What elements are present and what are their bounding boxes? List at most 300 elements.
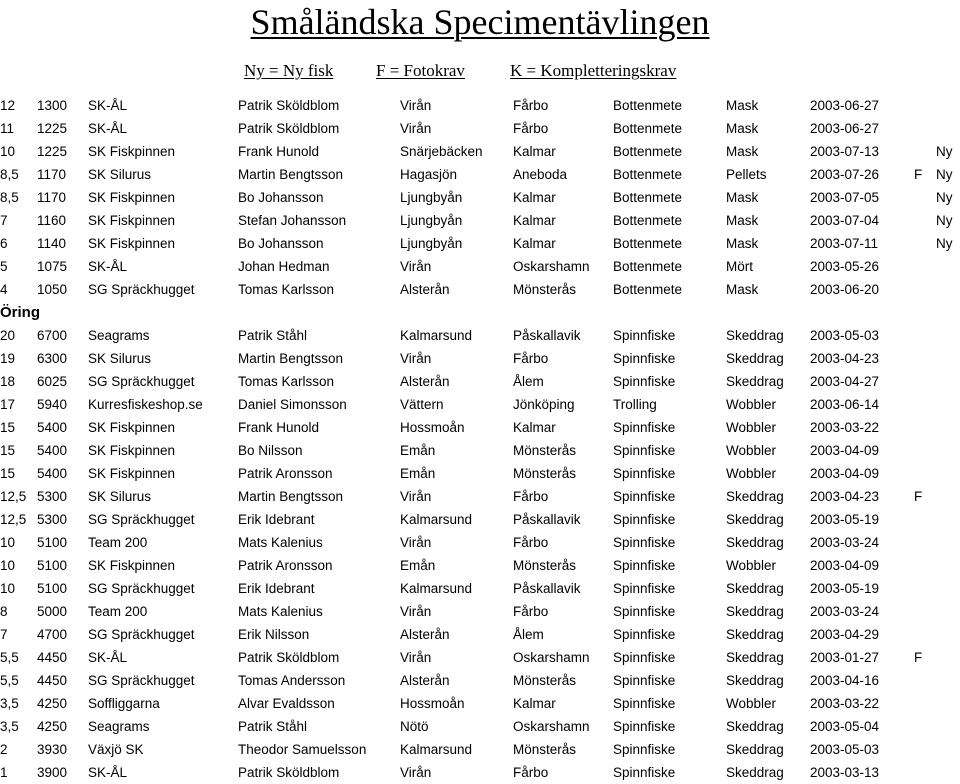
cell-date: 2003-06-14 — [810, 397, 880, 412]
cell-date: 2003-04-16 — [810, 673, 880, 688]
cell-points: 19 — [0, 351, 16, 366]
cell-method: Spinnfiske — [613, 558, 676, 573]
table-row — [0, 623, 960, 646]
cell-water: Alsterån — [400, 673, 450, 688]
table-row — [0, 278, 960, 301]
cell-water: Vättern — [400, 397, 444, 412]
cell-club: SG Spräckhugget — [88, 512, 195, 527]
cell-date: 2003-05-03 — [810, 328, 880, 343]
cell-angler: Bo Johansson — [238, 190, 324, 205]
cell-water: Alsterån — [400, 374, 450, 389]
cell-weight: 5100 — [37, 558, 68, 573]
cell-water: Emån — [400, 466, 436, 481]
cell-method: Bottenmete — [613, 144, 683, 159]
cell-club: SK Fiskpinnen — [88, 558, 176, 573]
cell-weight: 1300 — [37, 98, 68, 113]
cell-weight: 1225 — [37, 121, 68, 136]
cell-bait: Wobbler — [726, 397, 777, 412]
cell-points: 20 — [0, 328, 16, 343]
cell-method: Spinnfiske — [613, 328, 676, 343]
cell-method: Spinnfiske — [613, 420, 676, 435]
table-row — [0, 117, 960, 140]
table-row — [0, 508, 960, 531]
cell-date: 2003-04-29 — [810, 627, 880, 642]
cell-weight: 5000 — [37, 604, 68, 619]
cell-method: Trolling — [613, 397, 657, 412]
cell-method: Bottenmete — [613, 282, 683, 297]
cell-water: Nötö — [400, 719, 429, 734]
cell-bait: Wobbler — [726, 466, 777, 481]
cell-club: SG Spräckhugget — [88, 581, 195, 596]
cell-angler: Mats Kalenius — [238, 535, 323, 550]
cell-date: 2003-04-23 — [810, 489, 880, 504]
cell-method: Bottenmete — [613, 190, 683, 205]
cell-date: 2003-06-27 — [810, 121, 880, 136]
table-row — [0, 209, 960, 232]
table-row — [0, 94, 960, 117]
cell-date: 2003-03-22 — [810, 420, 880, 435]
cell-date: 2003-06-27 — [810, 98, 880, 113]
cell-weight: 5100 — [37, 535, 68, 550]
cell-angler: Johan Hedman — [238, 259, 330, 274]
cell-points: 18 — [0, 374, 16, 389]
cell-angler: Martin Bengtsson — [238, 351, 344, 366]
cell-location: Mönsterås — [513, 282, 577, 297]
table-row — [0, 416, 960, 439]
cell-weight: 4450 — [37, 673, 68, 688]
cell-club: Seagrams — [88, 719, 150, 734]
cell-angler: Frank Hunold — [238, 420, 320, 435]
cell-bait: Skeddrag — [726, 581, 784, 596]
cell-water: Ljungbyån — [400, 213, 463, 228]
cell-weight: 5300 — [37, 512, 68, 527]
cell-club: SK-ÅL — [88, 765, 128, 780]
cell-date: 2003-07-26 — [810, 167, 880, 182]
cell-date: 2003-04-09 — [810, 466, 880, 481]
cell-location: Oskarshamn — [513, 259, 590, 274]
legend-new-fish: Ny = Ny fisk — [244, 61, 334, 80]
cell-water: Virån — [400, 351, 432, 366]
cell-bait: Skeddrag — [726, 535, 784, 550]
cell-water: Virån — [400, 98, 432, 113]
cell-water: Kalmarsund — [400, 581, 473, 596]
cell-water: Virån — [400, 121, 432, 136]
cell-new-flag: Ny — [936, 236, 953, 251]
cell-date: 2003-04-27 — [810, 374, 880, 389]
cell-bait: Skeddrag — [726, 742, 784, 757]
cell-angler: Martin Bengtsson — [238, 489, 344, 504]
cell-angler: Patrik Sköldblom — [238, 98, 340, 113]
cell-club: SK Fiskpinnen — [88, 420, 176, 435]
cell-date: 2003-05-19 — [810, 512, 880, 527]
cell-bait: Mask — [726, 236, 759, 251]
cell-club: SK Fiskpinnen — [88, 144, 176, 159]
cell-date: 2003-05-03 — [810, 742, 880, 757]
cell-bait: Skeddrag — [726, 351, 784, 366]
cell-club: SK Fiskpinnen — [88, 190, 176, 205]
cell-weight: 6300 — [37, 351, 68, 366]
cell-points: 8,5 — [0, 190, 19, 205]
cell-location: Mönsterås — [513, 742, 577, 757]
cell-points: 5,5 — [0, 673, 19, 688]
cell-club: SK-ÅL — [88, 98, 128, 113]
cell-points: 3,5 — [0, 719, 19, 734]
table-row — [0, 692, 960, 715]
cell-bait: Skeddrag — [726, 765, 784, 780]
cell-method: Spinnfiske — [613, 443, 676, 458]
cell-points: 8,5 — [0, 167, 19, 182]
cell-weight: 5400 — [37, 420, 68, 435]
cell-club: Team 200 — [88, 604, 148, 619]
cell-bait: Mask — [726, 121, 759, 136]
cell-club: SG Spräckhugget — [88, 374, 195, 389]
table-row — [0, 232, 960, 255]
cell-location: Oskarshamn — [513, 650, 590, 665]
cell-date: 2003-07-05 — [810, 190, 880, 205]
table-row — [0, 738, 960, 761]
cell-bait: Skeddrag — [726, 627, 784, 642]
cell-weight: 4250 — [37, 696, 68, 711]
cell-club: SK-ÅL — [88, 121, 128, 136]
cell-location: Kalmar — [513, 213, 556, 228]
cell-club: SK-ÅL — [88, 650, 128, 665]
section-label: Öring — [0, 304, 40, 321]
cell-bait: Skeddrag — [726, 328, 784, 343]
cell-bait: Mask — [726, 190, 759, 205]
cell-weight: 6025 — [37, 374, 68, 389]
cell-points: 7 — [0, 213, 8, 228]
cell-location: Fårbo — [513, 121, 549, 136]
cell-method: Spinnfiske — [613, 719, 676, 734]
cell-bait: Wobbler — [726, 420, 777, 435]
cell-location: Mönsterås — [513, 466, 577, 481]
cell-method: Spinnfiske — [613, 673, 676, 688]
cell-new-flag: Ny — [936, 190, 953, 205]
cell-photo-flag: F — [914, 167, 923, 182]
cell-method: Bottenmete — [613, 98, 683, 113]
cell-method: Spinnfiske — [613, 351, 676, 366]
cell-weight: 4250 — [37, 719, 68, 734]
cell-location: Ålem — [513, 374, 544, 389]
table-row — [0, 324, 960, 347]
cell-angler: Theodor Samuelsson — [238, 742, 367, 757]
cell-angler: Erik Nilsson — [238, 627, 310, 642]
cell-club: SK Silurus — [88, 167, 152, 182]
cell-location: Mönsterås — [513, 558, 577, 573]
cell-bait: Skeddrag — [726, 650, 784, 665]
cell-date: 2003-05-19 — [810, 581, 880, 596]
cell-method: Spinnfiske — [613, 696, 676, 711]
cell-points: 10 — [0, 581, 16, 596]
cell-method: Bottenmete — [613, 121, 683, 136]
cell-water: Hossmoån — [400, 420, 465, 435]
cell-angler: Alvar Evaldsson — [238, 696, 335, 711]
cell-date: 2003-07-11 — [810, 236, 879, 251]
cell-location: Fårbo — [513, 604, 549, 619]
cell-club: SG Spräckhugget — [88, 282, 195, 297]
cell-water: Snärjebäcken — [400, 144, 483, 159]
cell-date: 2003-01-27 — [810, 650, 880, 665]
cell-points: 17 — [0, 397, 16, 412]
cell-new-flag: Ny — [936, 167, 953, 182]
cell-water: Ljungbyån — [400, 236, 463, 251]
table-row — [0, 255, 960, 278]
cell-new-flag: Ny — [936, 213, 953, 228]
cell-bait: Wobbler — [726, 443, 777, 458]
cell-angler: Erik Idebrant — [238, 581, 315, 596]
cell-weight: 5400 — [37, 443, 68, 458]
cell-weight: 1160 — [37, 213, 67, 228]
cell-water: Emån — [400, 443, 436, 458]
cell-method: Spinnfiske — [613, 374, 676, 389]
cell-angler: Tomas Andersson — [238, 673, 346, 688]
cell-weight: 1170 — [37, 167, 67, 182]
table-row — [0, 554, 960, 577]
cell-method: Spinnfiske — [613, 765, 676, 780]
cell-method: Bottenmete — [613, 167, 683, 182]
cell-weight: 5100 — [37, 581, 68, 596]
table-row — [0, 531, 960, 554]
cell-method: Bottenmete — [613, 236, 683, 251]
cell-club: SG Spräckhugget — [88, 673, 195, 688]
cell-club: SK Fiskpinnen — [88, 466, 176, 481]
cell-bait: Mask — [726, 144, 759, 159]
cell-bait: Mask — [726, 282, 759, 297]
cell-method: Spinnfiske — [613, 512, 676, 527]
cell-method: Spinnfiske — [613, 581, 676, 596]
cell-date: 2003-04-09 — [810, 558, 880, 573]
cell-date: 2003-06-20 — [810, 282, 880, 297]
cell-club: SK-ÅL — [88, 259, 128, 274]
cell-water: Virån — [400, 259, 432, 274]
cell-location: Påskallavik — [513, 328, 581, 343]
table-row — [0, 347, 960, 370]
cell-water: Kalmarsund — [400, 742, 473, 757]
cell-angler: Tomas Karlsson — [238, 374, 335, 389]
table-row — [0, 715, 960, 738]
cell-bait: Skeddrag — [726, 719, 784, 734]
cell-weight: 5300 — [37, 489, 68, 504]
cell-points: 11 — [0, 121, 15, 136]
cell-water: Kalmarsund — [400, 512, 473, 527]
cell-weight: 5400 — [37, 466, 68, 481]
table-row — [0, 393, 960, 416]
cell-location: Påskallavik — [513, 512, 581, 527]
cell-water: Virån — [400, 489, 432, 504]
cell-angler: Daniel Simonsson — [238, 397, 347, 412]
cell-angler: Bo Nilsson — [238, 443, 303, 458]
cell-club: SK Silurus — [88, 489, 152, 504]
cell-method: Spinnfiske — [613, 650, 676, 665]
cell-club: Kurresfiskeshop.se — [88, 397, 203, 412]
cell-location: Kalmar — [513, 696, 556, 711]
cell-location: Påskallavik — [513, 581, 581, 596]
cell-location: Fårbo — [513, 98, 549, 113]
cell-points: 4 — [0, 282, 8, 297]
cell-weight: 3900 — [37, 765, 68, 780]
cell-weight: 1075 — [37, 259, 68, 274]
cell-points: 15 — [0, 420, 16, 435]
cell-location: Kalmar — [513, 144, 556, 159]
cell-weight: 1140 — [37, 236, 67, 251]
cell-water: Hagasjön — [400, 167, 458, 182]
cell-points: 2 — [0, 742, 8, 757]
table-row — [0, 761, 960, 784]
cell-club: SK Silurus — [88, 351, 152, 366]
legend-photo-required: F = Fotokrav — [376, 61, 465, 80]
cell-date: 2003-03-24 — [810, 604, 880, 619]
legend-completion-required: K = Kompletteringskrav — [510, 61, 677, 80]
cell-points: 10 — [0, 144, 16, 159]
cell-water: Ljungbyån — [400, 190, 463, 205]
cell-bait: Mask — [726, 98, 759, 113]
cell-weight: 4450 — [37, 650, 68, 665]
cell-location: Kalmar — [513, 236, 556, 251]
cell-angler: Patrik Aronsson — [238, 558, 333, 573]
cell-angler: Erik Idebrant — [238, 512, 315, 527]
cell-date: 2003-03-22 — [810, 696, 880, 711]
cell-date: 2003-05-04 — [810, 719, 880, 734]
cell-location: Fårbo — [513, 535, 549, 550]
cell-points: 6 — [0, 236, 8, 251]
cell-photo-flag: F — [914, 489, 923, 504]
table-row — [0, 669, 960, 692]
cell-angler: Patrik Sköldblom — [238, 765, 340, 780]
cell-method: Spinnfiske — [613, 604, 676, 619]
cell-water: Virån — [400, 650, 432, 665]
cell-weight: 1170 — [37, 190, 67, 205]
cell-date: 2003-03-24 — [810, 535, 880, 550]
cell-club: Soffliggarna — [88, 696, 160, 711]
table-row — [0, 163, 960, 186]
cell-water: Alsterån — [400, 627, 450, 642]
cell-club: SG Spräckhugget — [88, 627, 195, 642]
cell-angler: Patrik Sköldblom — [238, 121, 340, 136]
cell-date: 2003-04-09 — [810, 443, 880, 458]
cell-bait: Pellets — [726, 167, 767, 182]
cell-date: 2003-03-13 — [810, 765, 880, 780]
cell-location: Kalmar — [513, 190, 556, 205]
table-row — [0, 140, 960, 163]
cell-points: 3,5 — [0, 696, 19, 711]
cell-date: 2003-07-13 — [810, 144, 880, 159]
cell-location: Fårbo — [513, 351, 549, 366]
cell-points: 10 — [0, 558, 16, 573]
cell-location: Mönsterås — [513, 673, 577, 688]
cell-date: 2003-04-23 — [810, 351, 880, 366]
cell-bait: Wobbler — [726, 696, 777, 711]
cell-weight: 6700 — [37, 328, 68, 343]
cell-location: Jönköping — [513, 397, 575, 412]
cell-method: Spinnfiske — [613, 535, 676, 550]
cell-weight: 1225 — [37, 144, 68, 159]
cell-club: SK Fiskpinnen — [88, 443, 176, 458]
cell-method: Spinnfiske — [613, 489, 676, 504]
cell-bait: Skeddrag — [726, 604, 784, 619]
cell-method: Spinnfiske — [613, 466, 676, 481]
table-row — [0, 577, 960, 600]
cell-weight: 5940 — [37, 397, 68, 412]
cell-angler: Patrik Sköldblom — [238, 650, 340, 665]
cell-angler: Stefan Johansson — [238, 213, 347, 228]
cell-club: Team 200 — [88, 535, 148, 550]
cell-water: Alsterån — [400, 282, 450, 297]
table-row — [0, 370, 960, 393]
cell-bait: Mört — [726, 259, 753, 274]
cell-location: Kalmar — [513, 420, 556, 435]
cell-points: 15 — [0, 466, 16, 481]
cell-points: 5,5 — [0, 650, 19, 665]
cell-angler: Mats Kalenius — [238, 604, 323, 619]
table-row — [0, 462, 960, 485]
cell-bait: Wobbler — [726, 558, 777, 573]
cell-angler: Patrik Ståhl — [238, 719, 308, 734]
table-row — [0, 600, 960, 623]
cell-bait: Skeddrag — [726, 489, 784, 504]
cell-water: Kalmarsund — [400, 328, 473, 343]
cell-method: Bottenmete — [613, 213, 683, 228]
table-row — [0, 646, 960, 669]
cell-points: 12,5 — [0, 512, 27, 527]
cell-method: Spinnfiske — [613, 627, 676, 642]
cell-water: Hossmoån — [400, 696, 465, 711]
cell-points: 12,5 — [0, 489, 27, 504]
cell-location: Ålem — [513, 627, 544, 642]
cell-points: 1 — [0, 765, 8, 780]
cell-location: Oskarshamn — [513, 719, 590, 734]
cell-angler: Frank Hunold — [238, 144, 320, 159]
cell-angler: Martin Bengtsson — [238, 167, 344, 182]
cell-points: 10 — [0, 535, 16, 550]
page-title: Småländska Specimentävlingen — [250, 2, 710, 42]
cell-angler: Bo Johansson — [238, 236, 324, 251]
cell-bait: Mask — [726, 213, 759, 228]
cell-bait: Skeddrag — [726, 374, 784, 389]
cell-method: Bottenmete — [613, 259, 683, 274]
cell-weight: 4700 — [37, 627, 68, 642]
cell-weight: 1050 — [37, 282, 68, 297]
cell-new-flag: Ny — [936, 144, 953, 159]
cell-bait: Skeddrag — [726, 512, 784, 527]
cell-photo-flag: F — [914, 650, 923, 665]
results-table — [0, 94, 960, 784]
cell-points: 8 — [0, 604, 8, 619]
cell-club: Växjö SK — [88, 742, 144, 757]
cell-water: Virån — [400, 765, 432, 780]
cell-club: SK Fiskpinnen — [88, 236, 176, 251]
cell-method: Spinnfiske — [613, 742, 676, 757]
cell-points: 12 — [0, 98, 16, 113]
section-heading — [0, 301, 960, 324]
cell-weight: 3930 — [37, 742, 68, 757]
cell-date: 2003-05-26 — [810, 259, 880, 274]
cell-bait: Skeddrag — [726, 673, 784, 688]
cell-location: Fårbo — [513, 765, 549, 780]
cell-water: Emån — [400, 558, 436, 573]
table-row — [0, 439, 960, 462]
cell-points: 7 — [0, 627, 8, 642]
cell-location: Aneboda — [513, 167, 568, 182]
cell-location: Mönsterås — [513, 443, 577, 458]
cell-club: SK Fiskpinnen — [88, 213, 176, 228]
cell-location: Fårbo — [513, 489, 549, 504]
cell-club: Seagrams — [88, 328, 150, 343]
cell-angler: Tomas Karlsson — [238, 282, 335, 297]
cell-date: 2003-07-04 — [810, 213, 880, 228]
cell-angler: Patrik Aronsson — [238, 466, 333, 481]
cell-points: 15 — [0, 443, 16, 458]
table-row — [0, 485, 960, 508]
